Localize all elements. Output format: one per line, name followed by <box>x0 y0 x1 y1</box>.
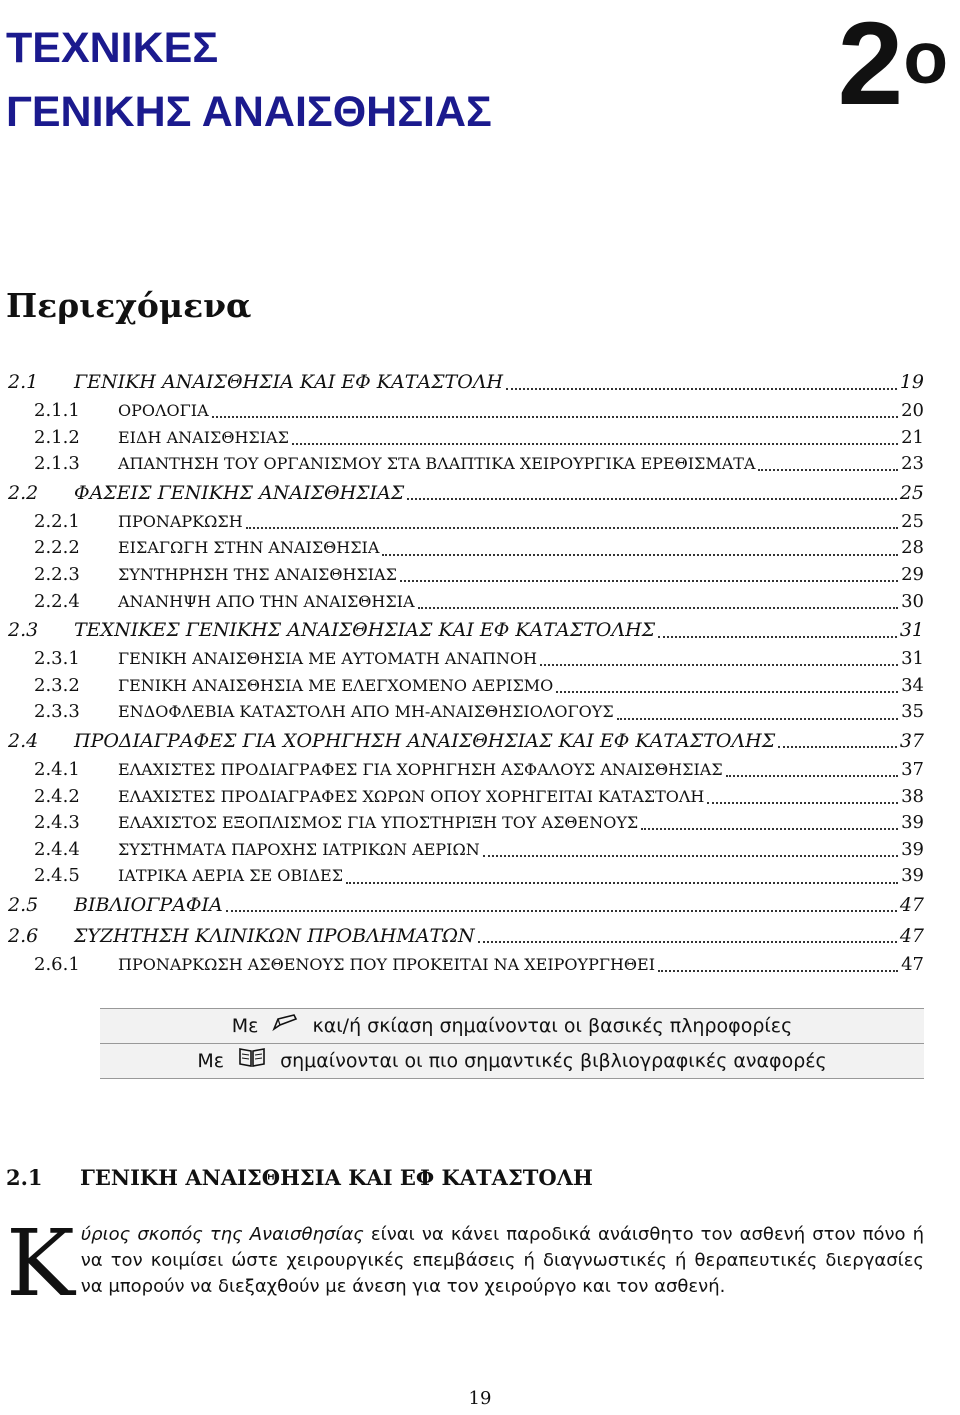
toc-entry-number: 2.4.4 <box>34 838 80 860</box>
toc-entry[interactable] <box>8 615 924 646</box>
open-book-icon <box>238 1045 266 1079</box>
toc-entry-title: ΑΝΑΝΗΨΗ ΑΠΟ ΤΗΝ ΑΝΑΙΣΘΗΣΙΑ <box>118 591 415 611</box>
chapter-number-ordinal: ο <box>903 17 948 100</box>
toc-entry-number: 2.3.1 <box>34 648 80 670</box>
toc-heading: Περιεχόμενα <box>6 286 252 325</box>
intro-paragraph <box>6 1210 925 1317</box>
toc-entry-number: 2.1 <box>8 371 39 393</box>
toc-entry[interactable] <box>8 535 924 562</box>
toc-entry-number: 2.3.3 <box>34 701 80 723</box>
toc-dot-leader <box>292 443 898 445</box>
toc-entry[interactable] <box>8 425 924 452</box>
toc-entry[interactable] <box>8 784 924 811</box>
toc-entry-number: 2.2.4 <box>34 590 80 612</box>
toc-entry-number: 2.3.2 <box>34 674 80 696</box>
toc-dot-leader <box>246 527 898 529</box>
toc-dot-leader <box>726 775 898 777</box>
toc-entry-page: 20 <box>901 400 924 421</box>
toc-entry[interactable] <box>8 726 924 757</box>
toc-entry-title: ΣΥΝΤΗΡΗΣΗ ΤΗΣ ΑΝΑΙΣΘΗΣΙΑΣ <box>118 564 397 584</box>
drop-cap: Κ <box>6 1210 75 1317</box>
toc-entry-page: 30 <box>901 590 924 612</box>
toc-entry-title: ΕΙΔΗ ΑΝΑΙΣΘΗΣΙΑΣ <box>118 427 289 447</box>
toc-dot-leader <box>212 416 898 418</box>
toc-entry-title: ΟΡΟΛΟΓΙΑ <box>118 401 209 420</box>
toc-entry-number: 2.1.1 <box>34 400 80 421</box>
toc-entry-number: 2.2 <box>8 481 39 504</box>
toc-dot-leader <box>658 970 898 972</box>
legend-row-references <box>100 1043 924 1079</box>
toc-entry-page: 39 <box>901 812 924 834</box>
section-heading <box>6 1165 946 1190</box>
toc-entry-page: 25 <box>899 481 924 504</box>
toc-entry-title: ΣΥΣΤΗΜΑΤΑ ΠΑΡΟΧΗΣ ΙΑΤΡΙΚΩΝ ΑΕΡΙΩΝ <box>118 839 480 859</box>
toc-entry-number: 2.4 <box>8 729 39 752</box>
toc-entry-number: 2.5 <box>8 893 39 916</box>
toc-entry-title: ΠΡΟΝΑΡΚΩΣΗ ΑΣΘΕΝΟΥΣ ΠΟΥ ΠΡΟΚΕΙΤΑΙ ΝΑ ΧΕΙΡΟΥΡΓΗΘΕΙ <box>118 954 656 974</box>
toc-dot-leader <box>778 746 897 748</box>
toc-entry-number: 2.6.1 <box>34 953 80 975</box>
toc-entry-title: ΕΝΔΟΦΛΕΒΙΑ ΚΑΤΑΣΤΟΛΗ ΑΠΟ ΜΗ-ΑΝΑΙΣΘΗΣΙΟΛΟΓΟΥΣ <box>118 702 614 722</box>
toc-entry[interactable] <box>8 646 924 673</box>
toc-dot-leader <box>346 882 898 884</box>
toc-dot-leader <box>400 580 898 582</box>
toc-entry-number: 2.6 <box>8 924 39 947</box>
toc-entry-title: ΦΑΣΕΙΣ ΓΕΝΙΚΗΣ ΑΝΑΙΣΘΗΣΙΑΣ <box>74 481 405 504</box>
toc-dot-leader <box>758 469 898 471</box>
toc-entry[interactable] <box>8 952 924 979</box>
toc-entry[interactable] <box>8 451 924 478</box>
toc-dot-leader <box>540 664 898 666</box>
toc-entry-number: 2.4.2 <box>34 785 80 807</box>
chapter-title-line1: ΤΕΧΝΙΚΕΣ <box>6 24 219 72</box>
toc-entry[interactable] <box>8 757 924 784</box>
toc-dot-leader <box>617 718 898 720</box>
toc-dot-leader <box>506 388 897 390</box>
toc-dot-leader <box>478 941 897 943</box>
toc-entry-page: 38 <box>901 785 924 807</box>
toc-entry[interactable] <box>8 589 924 616</box>
toc-dot-leader <box>418 607 899 609</box>
toc-entry-number: 2.2.1 <box>34 510 80 532</box>
toc-entry-page: 28 <box>901 537 924 559</box>
toc-entry-title: ΤΕΧΝΙΚΕΣ ΓΕΝΙΚΗΣ ΑΝΑΙΣΘΗΣΙΑΣ ΚΑΙ ΕΦ ΚΑΤΑΣΤΟΛΗΣ <box>74 619 656 642</box>
toc-entry-title: ΙΑΤΡΙΚΑ ΑΕΡΙΑ ΣΕ ΟΒΙΔΕΣ <box>118 866 344 886</box>
toc-dot-leader <box>641 828 898 830</box>
toc-entry-page: 37 <box>899 729 924 752</box>
chapter-title-line2: ΓΕΝΙΚΗΣ ΑΝΑΙΣΘΗΣΙΑΣ <box>6 88 492 136</box>
toc-entry[interactable] <box>8 837 924 864</box>
toc-dot-leader <box>707 802 898 804</box>
toc-entry-page: 23 <box>901 453 924 475</box>
toc-dot-leader <box>658 636 897 638</box>
toc-entry-page: 35 <box>901 701 924 723</box>
toc-entry[interactable] <box>8 398 924 425</box>
toc-entry-page: 39 <box>901 865 924 887</box>
toc-entry[interactable] <box>8 890 924 921</box>
toc-entry[interactable] <box>8 478 924 509</box>
toc-entry-page: 19 <box>899 371 924 393</box>
toc-entry-title: ΠΡΟΝΑΡΚΩΣΗ <box>118 511 243 531</box>
toc-entry-title: ΕΙΣΑΓΩΓΗ ΣΤΗΝ ΑΝΑΙΣΘΗΣΙΑ <box>118 538 380 558</box>
toc-entry-page: 31 <box>901 648 924 670</box>
paragraph-body: είναι να κάνει παροδικά ανάισθητο τον ασθενή στον πόνο ή να τον κοιμίσει ώστε χειρουργικές επεμβάσεις ή διαγνωστικές ή θεραπευτικές διεργασίες να μπορούν να διεξαχθούν με άνεση για τον χειρούργο και τον ασθενή. <box>80 1224 925 1297</box>
toc-entry-title: ΕΛΑΧΙΣΤΕΣ ΠΡΟΔΙΑΓΡΑΦΕΣ ΓΙΑ ΧΟΡΗΓΗΣΗ ΑΣΦΑΛΟΥΣ ΑΝΑΙΣΘΗΣΙΑΣ <box>118 759 723 779</box>
toc-entry-page: 37 <box>901 758 924 780</box>
toc-entry[interactable] <box>8 863 924 890</box>
toc-entry-title: ΠΡΟΔΙΑΓΡΑΦΕΣ ΓΙΑ ΧΟΡΗΓΗΣΗ ΑΝΑΙΣΘΗΣΙΑΣ ΚΑΙ ΕΦ ΚΑΤΑΣΤΟΛΗΣ <box>74 729 776 752</box>
toc-entry-page: 31 <box>899 619 924 642</box>
page-number: 19 <box>468 1388 492 1409</box>
toc-entry-page: 47 <box>901 953 924 975</box>
toc-dot-leader <box>407 498 897 500</box>
toc-entry-title: ΓΕΝΙΚΗ ΑΝΑΙΣΘΗΣΙΑ ΜΕ ΕΛΕΓΧΟΜΕΝΟ ΑΕΡΙΣΜΟ <box>118 675 554 695</box>
toc-dot-leader <box>556 691 898 693</box>
legend-box <box>100 1008 924 1079</box>
toc-dot-leader <box>483 855 898 857</box>
toc-entry-number: 2.1.3 <box>34 453 80 475</box>
toc-entry[interactable] <box>8 673 924 700</box>
toc-entry-title: ΕΛΑΧΙΣΤΕΣ ΠΡΟΔΙΑΓΡΑΦΕΣ ΧΩΡΩΝ ΟΠΟΥ ΧΟΡΗΓΕΙΤΑΙ ΚΑΤΑΣΤΟΛΗ <box>118 786 705 806</box>
toc-entry-title: ΑΠΑΝΤΗΣΗ ΤΟΥ ΟΡΓΑΝΙΣΜΟΥ ΣΤΑ ΒΛΑΠΤΙΚΑ ΧΕΙΡΟΥΡΓΙΚΑ ΕΡΕΘΙΣΜΑΤΑ <box>118 454 756 474</box>
toc-entry-page: 39 <box>901 838 924 860</box>
legend-prefix: Με <box>231 1015 259 1037</box>
toc-entry[interactable] <box>8 562 924 589</box>
toc-entry[interactable] <box>8 699 924 726</box>
toc-entry-number: 2.2.3 <box>34 563 80 585</box>
toc-dot-leader <box>382 554 898 556</box>
toc-entry-number: 2.4.1 <box>34 758 80 780</box>
toc-entry-title: ΓΕΝΙΚΗ ΑΝΑΙΣΘΗΣΙΑ ΜΕ ΑΥΤΟΜΑΤΗ ΑΝΑΠΝΟΗ <box>118 649 538 669</box>
toc-entry-number: 2.2.2 <box>34 537 80 559</box>
toc-entry[interactable] <box>8 509 924 536</box>
chapter-number-value: 2 <box>837 0 904 130</box>
toc-entry-page: 25 <box>901 510 924 532</box>
toc-entry[interactable] <box>8 921 924 952</box>
legend-prefix: Με <box>197 1050 224 1072</box>
toc-entry-page: 21 <box>901 426 924 448</box>
toc-entry-title: ΣΥΖΗΤΗΣΗ ΚΛΙΝΙΚΩΝ ΠΡΟΒΛΗΜΑΤΩΝ <box>74 924 475 947</box>
toc-entry[interactable] <box>8 810 924 837</box>
section-title: ΓΕΝΙΚΗ ΑΝΑΙΣΘΗΣΙΑ ΚΑΙ ΕΦ ΚΑΤΑΣΤΟΛΗ <box>80 1165 593 1190</box>
toc-entry[interactable] <box>8 367 924 398</box>
toc-dot-leader <box>226 910 897 912</box>
toc-entry-title: ΕΛΑΧΙΣΤΟΣ ΕΞΟΠΛΙΣΜΟΣ ΓΙΑ ΥΠΟΣΤΗΡΙΞΗ ΤΟΥ ΑΣΘΕΝΟΥΣ <box>118 813 639 833</box>
legend-text: σημαίνονται οι πιο σημαντικές βιβλιογραφικές αναφορές <box>280 1050 827 1072</box>
toc-entry-page: 29 <box>901 563 924 585</box>
chapter-title <box>6 16 492 144</box>
paragraph-italic-lead: ύριος σκοπός της Αναισθησίας <box>80 1224 364 1245</box>
table-of-contents <box>8 367 924 979</box>
toc-entry-number: 2.4.5 <box>34 865 80 887</box>
toc-entry-number: 2.3 <box>8 619 39 642</box>
chapter-number <box>838 0 948 128</box>
legend-row-key-info <box>100 1008 924 1043</box>
section-number: 2.1 <box>6 1165 43 1190</box>
toc-entry-number: 2.1.2 <box>34 426 80 448</box>
legend-text: και/ή σκίαση σημαίνονται οι βασικές πληροφορίες <box>312 1015 793 1037</box>
toc-entry-page: 47 <box>899 893 924 916</box>
toc-entry-title: ΓΕΝΙΚΗ ΑΝΑΙΣΘΗΣΙΑ ΚΑΙ ΕΦ ΚΑΤΑΣΤΟΛΗ <box>74 371 504 393</box>
toc-entry-number: 2.4.3 <box>34 812 80 834</box>
toc-entry-page: 34 <box>901 674 924 696</box>
toc-entry-title: ΒΙΒΛΙΟΓΡΑΦΙΑ <box>74 893 223 916</box>
toc-entry-page: 47 <box>899 924 924 947</box>
pencil-icon <box>272 1010 298 1044</box>
